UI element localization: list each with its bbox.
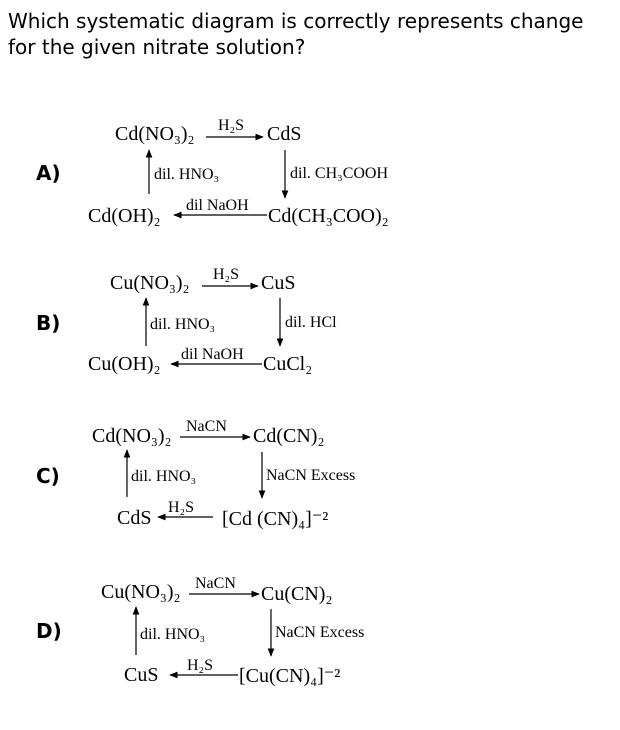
scheme-a-top-right: CdS (267, 123, 302, 145)
option-a-label[interactable]: A) (36, 161, 61, 185)
scheme-b-bottom-right: CuCl₂ (263, 353, 313, 375)
option-c-label[interactable]: C) (36, 464, 60, 488)
scheme-d-top-left: Cu(NO₃)₂ (101, 581, 181, 603)
scheme-b-top-reagent: H₂S (213, 266, 240, 283)
scheme-d-bottom-reagent: H₂S (187, 657, 214, 674)
scheme-d-top-reagent: NaCN (195, 575, 236, 592)
scheme-b-left-reagent: dil. HNO₃ (150, 316, 216, 333)
scheme-c (92, 418, 355, 530)
scheme-c-top-reagent: NaCN (186, 418, 227, 435)
scheme-d (101, 575, 364, 687)
scheme-c-bottom-right: [Cd (CN)₄]⁻² (222, 508, 329, 530)
scheme-a-bottom-reagent: dil NaOH (186, 197, 249, 214)
scheme-b-bottom-reagent: dil NaOH (181, 346, 244, 363)
scheme-b-top-left: Cu(NO₃)₂ (110, 272, 190, 294)
scheme-b (88, 266, 337, 375)
scheme-d-right-reagent: NaCN Excess (275, 624, 365, 641)
scheme-a-top-reagent: H₂S (218, 117, 245, 134)
scheme-d-left-reagent: dil. HNO₃ (140, 626, 206, 643)
scheme-c-left-reagent: dil. HNO₃ (131, 468, 197, 485)
scheme-a-right-reagent: dil. CH₃COOH (290, 165, 389, 182)
scheme-d-bottom-right: [Cu(CN)₄]⁻² (239, 665, 341, 687)
scheme-b-right-reagent: dil. HCl (285, 314, 337, 331)
scheme-d-bottom-left: CuS (124, 664, 159, 686)
scheme-a (88, 117, 389, 227)
scheme-c-bottom-left: CdS (117, 507, 152, 529)
option-d-label[interactable]: D) (36, 619, 62, 643)
scheme-c-right-reagent: NaCN Excess (266, 467, 356, 484)
scheme-a-top-left: Cd(NO₃)₂ (115, 123, 195, 145)
scheme-a-bottom-right: Cd(CH₃COO)₂ (268, 205, 389, 227)
scheme-c-top-right: Cd(CN)₂ (253, 425, 325, 447)
scheme-d-top-right: Cu(CN)₂ (261, 583, 333, 605)
question-text: Which systematic diagram is correctly represents change for the given nitrate solution? (8, 9, 584, 59)
scheme-c-top-left: Cd(NO₃)₂ (92, 425, 172, 447)
option-b-label[interactable]: B) (36, 311, 61, 335)
scheme-a-bottom-left: Cd(OH)₂ (88, 205, 161, 227)
scheme-b-bottom-left: Cu(OH)₂ (88, 353, 161, 375)
scheme-c-bottom-reagent: H₂S (168, 499, 195, 516)
scheme-b-top-right: CuS (261, 272, 296, 294)
scheme-a-left-reagent: dil. HNO₃ (154, 166, 220, 183)
